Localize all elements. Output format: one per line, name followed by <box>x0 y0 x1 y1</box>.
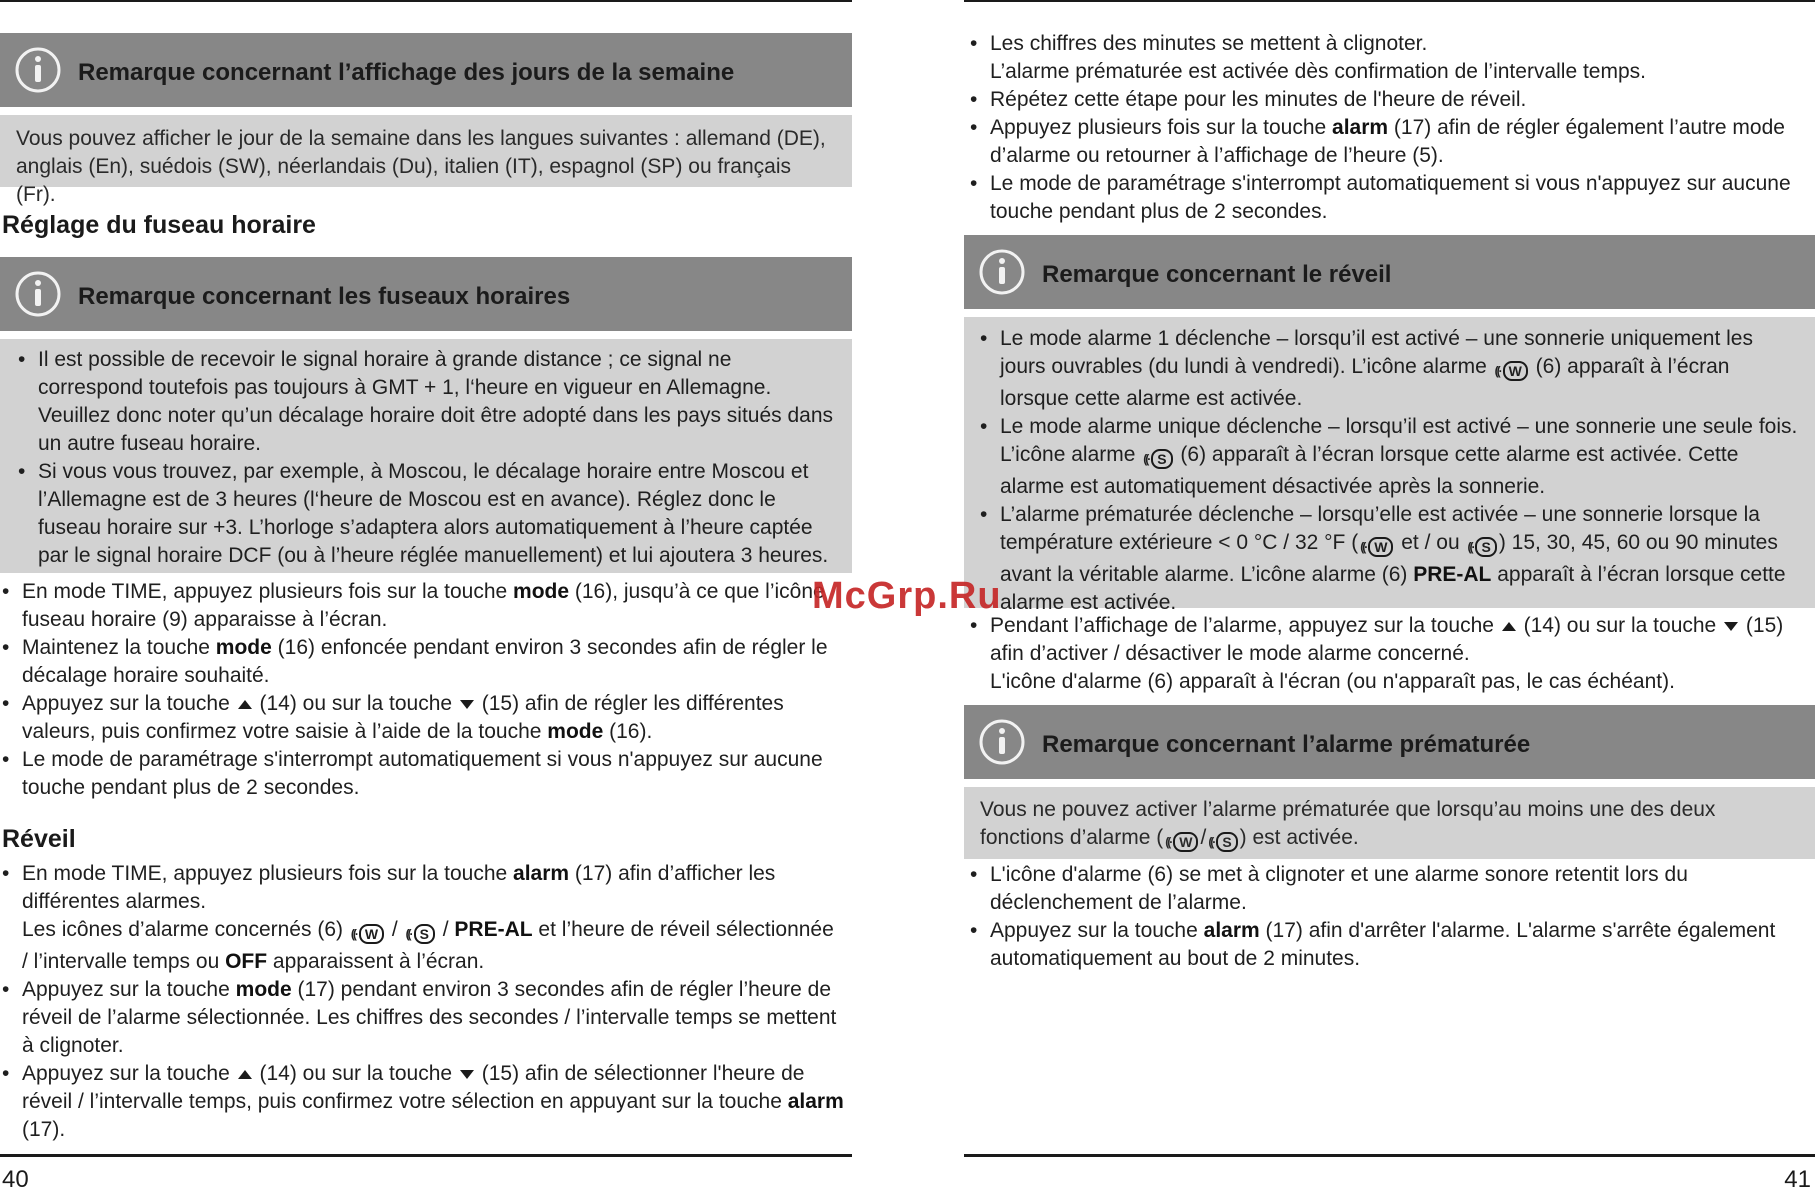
list-item: • Le mode de paramétrage s'interrompt automatiquement si vous n'appuyez sur aucune touche pendant plus de 2 secondes. <box>968 170 1813 226</box>
alarm-single-icon: ((· S <box>1467 533 1496 561</box>
info-icon <box>978 718 1026 766</box>
watermark: McGrp.Ru <box>812 575 1002 617</box>
info-icon <box>978 248 1026 296</box>
alarm-weekday-icon: ((· W <box>1165 828 1198 856</box>
page-number-left: 40 <box>2 1166 29 1193</box>
down-arrow-icon <box>460 700 474 709</box>
list-item: • Pendant l’affichage de l’alarme, appuyez sur la touche (14) ou sur la touche (15) afin d’activer / désactiver le mode alarme concerné. L'icône d'alarme (6) apparaît à l'écran (ou n'apparaît pas, le cas échéant). <box>968 612 1813 696</box>
alarm-steps <box>0 860 845 1144</box>
info-icon <box>14 46 62 94</box>
note-alarm-title: Remarque concernant le réveil <box>1042 261 1392 288</box>
list-item: • Appuyez plusieurs fois sur la touche alarm (17) afin de régler également l’autre mode d’alarme ou retourner à l’affichage de l’heure (5). <box>968 114 1813 170</box>
list-item: • L'icône d'alarme (6) se met à clignoter et une alarme sonore retentit lors du déclenchement de l’alarme. <box>968 861 1813 917</box>
page-right <box>964 0 1815 1195</box>
top-rule <box>964 0 1815 2</box>
note-weekday-text: Vous pouvez afficher le jour de la semaine dans les langues suivantes : allemand (DE), anglais (En), suédois (SW), néerlandais (Du), italien (IT), espagnol (SP) ou français (Fr). <box>16 127 826 206</box>
note-prealarm-header <box>964 705 1815 779</box>
info-icon <box>14 270 62 318</box>
list-item: • Le mode alarme 1 déclenche – lorsqu’il est activé – une sonnerie uniquement les jours ouvrables (du lundi à vendredi). L’icône alarme ((· W (6) apparaît à l’écran lorsque cette alarme est activée. <box>978 325 1801 413</box>
list-item: • Appuyez sur la touche alarm (17) afin d'arrêter l'alarme. L'alarme s'arrête également automatiquement au bout de 2 minutes. <box>968 917 1813 973</box>
list-item: • Il est possible de recevoir le signal horaire à grande distance ; ce signal ne correspond toutefois pas toujours à GMT + 1, l‘heure en vigueur en Allemagne. Veuillez donc noter qu’un décalage horaire doit être adopté dans les pays situés dans un autre fuseau horaire. <box>16 346 836 458</box>
up-arrow-icon <box>1502 622 1516 631</box>
note-prealarm-title: Remarque concernant l’alarme prématurée <box>1042 731 1531 758</box>
note-weekday-body <box>0 115 852 206</box>
note-timezone-list <box>16 346 836 570</box>
section-title-timezone: Réglage du fuseau horaire <box>2 211 316 239</box>
list-item: • Les chiffres des minutes se mettent à clignoter. L’alarme prématurée est activée dès confirmation de l’intervalle temps. <box>968 30 1813 86</box>
list-item: • Appuyez sur la touche (14) ou sur la touche (15) afin de sélectionner l'heure de réveil / l’intervalle temps, puis confirmez votre sélection en appuyant sur la touche alarm (17). <box>0 1060 845 1144</box>
list-item: • Maintenez la touche mode (16) enfoncée pendant environ 3 secondes afin de régler le décalage horaire souhaité. <box>0 634 845 690</box>
list-item: • L’alarme prématurée déclenche – lorsqu’elle est activée – une sonnerie lorsque la température extérieure < 0 °C / 32 °F ( ((· W et / ou ((· S ) 15, 30, 45, 60 ou 90 minutes avant la véritable alarme. L’icône alarme (6) PRE-AL apparaît à l’écran lorsque cette alarme est activée. <box>978 501 1801 617</box>
bottom-rule <box>0 1154 852 1157</box>
list-item: • Si vous vous trouvez, par exemple, à Moscou, le décalage horaire entre Moscou et l’Allemagne est de 3 heures (l‘heure de Moscou est en avance). Réglez donc le fuseau horaire sur +3. L’horloge s’adaptera alors automatiquement à l’heure captée par le signal horaire DCF (ou à l’heure réglée manuellement) et lui ajoutera 3 heures. <box>16 458 836 570</box>
note-timezone-body <box>0 339 852 573</box>
down-arrow-icon <box>1724 622 1738 631</box>
note-prealarm-body: Vous ne pouvez activer l’alarme prématurée que lorsqu’au moins une des deux fonctions d’alarme ( ((· W / ((· S ) est activée. <box>964 787 1815 859</box>
alarm-toggle-steps <box>968 612 1813 696</box>
up-arrow-icon <box>238 1070 252 1079</box>
page-number-right: 41 <box>1784 1166 1811 1193</box>
alarm-weekday-icon: ((· W <box>1495 357 1528 385</box>
section-title-alarm: Réveil <box>2 825 76 853</box>
alarm-single-icon: ((· S <box>1143 445 1172 473</box>
note-timezone-header <box>0 257 852 331</box>
top-rule <box>0 0 852 2</box>
note-alarm-header <box>964 235 1815 309</box>
list-item: • Répétez cette étape pour les minutes de l'heure de réveil. <box>968 86 1813 114</box>
list-item: • En mode TIME, appuyez plusieurs fois sur la touche mode (16), jusqu’à ce que l’icône fuseau horaire (9) apparaisse à l’écran. <box>0 578 845 634</box>
timezone-steps <box>0 578 845 802</box>
list-item: • Le mode alarme unique déclenche – lorsqu’il est activé – une sonnerie une seule fois. L’icône alarme ((· S (6) apparaît à l’écran lorsque cette alarme est activée. Cette alarme est automatiquement désactivée après la sonnerie. <box>978 413 1801 501</box>
list-item: • Le mode de paramétrage s'interrompt automatiquement si vous n'appuyez sur aucune touche pendant plus de 2 secondes. <box>0 746 845 802</box>
note-timezone-title: Remarque concernant les fuseaux horaires <box>78 283 571 310</box>
alarm-single-icon: ((· S <box>406 920 435 948</box>
list-item: • Appuyez sur la touche mode (17) pendant environ 3 secondes afin de régler l’heure de réveil de l’alarme sélectionnée. Les chiffres des secondes / l’intervalle temps se mettent à clignoter. <box>0 976 845 1060</box>
list-item: • Appuyez sur la touche (14) ou sur la touche (15) afin de régler les différentes valeurs, puis confirmez votre saisie à l’aide de la touche mode (16). <box>0 690 845 746</box>
note-weekday-title: Remarque concernant l’affichage des jours de la semaine <box>78 59 735 86</box>
list-item: • En mode TIME, appuyez plusieurs fois sur la touche alarm (17) afin d’afficher les différentes alarmes. Les icônes d’alarme concernés (6) ((· W / ((· S / PRE-AL et l’heure de réveil sélectionnée / l’intervalle temps ou OFF apparaissent à l’écran. <box>0 860 845 976</box>
up-arrow-icon <box>238 700 252 709</box>
note-alarm-body <box>964 317 1815 614</box>
alarm-stop-steps <box>968 861 1813 973</box>
down-arrow-icon <box>460 1070 474 1079</box>
page-left <box>0 0 852 1195</box>
alarm-steps-continued <box>968 30 1813 226</box>
alarm-weekday-icon: ((· W <box>1360 533 1393 561</box>
alarm-weekday-icon: ((· W <box>351 920 384 948</box>
note-weekday-header <box>0 33 852 107</box>
alarm-single-icon: ((· S <box>1208 828 1237 856</box>
bottom-rule <box>964 1154 1815 1157</box>
note-alarm-list <box>978 325 1801 617</box>
